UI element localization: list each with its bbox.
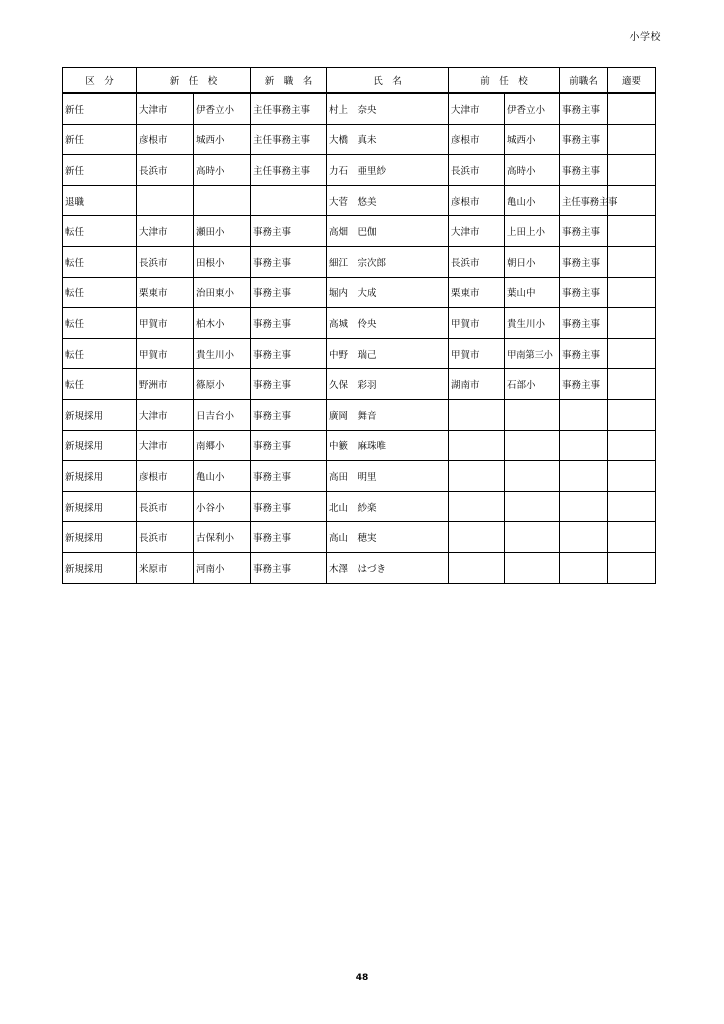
new-position-cell: 事務主事 xyxy=(251,399,327,430)
previous-city-cell: 甲賀市 xyxy=(449,338,505,369)
previous-position-cell xyxy=(560,522,608,553)
notes-cell xyxy=(608,338,656,369)
new-school-cell: 田根小 xyxy=(194,246,251,277)
name-cell: 中野 瑞己 xyxy=(327,338,449,369)
table-row xyxy=(63,93,656,124)
name-cell: 高田 明里 xyxy=(327,461,449,492)
table-row xyxy=(63,461,656,492)
category-cell: 新任 xyxy=(63,155,137,186)
new-school-cell: 貴生川小 xyxy=(194,338,251,369)
new-school-cell: 伊香立小 xyxy=(194,93,251,124)
previous-city-cell: 彦根市 xyxy=(449,124,505,155)
previous-city-cell xyxy=(449,491,505,522)
category-cell: 新規採用 xyxy=(63,399,137,430)
table-row xyxy=(63,308,656,339)
new-position-cell: 事務主事 xyxy=(251,369,327,400)
notes-cell xyxy=(608,369,656,400)
previous-position-cell xyxy=(560,461,608,492)
name-cell: 高城 伶央 xyxy=(327,308,449,339)
new-school-cell: 亀山小 xyxy=(194,461,251,492)
new-city-cell: 長浜市 xyxy=(137,155,194,186)
header-new-position: 新 職 名 xyxy=(251,68,327,94)
previous-position-cell: 事務主事 xyxy=(560,246,608,277)
previous-position-cell xyxy=(560,399,608,430)
category-cell: 転任 xyxy=(63,338,137,369)
category-cell: 転任 xyxy=(63,308,137,339)
notes-cell xyxy=(608,399,656,430)
name-cell: 大橋 真未 xyxy=(327,124,449,155)
name-cell: 廣岡 舞音 xyxy=(327,399,449,430)
previous-city-cell xyxy=(449,461,505,492)
name-cell: 木澤 はづき xyxy=(327,552,449,583)
notes-cell xyxy=(608,308,656,339)
new-position-cell: 事務主事 xyxy=(251,277,327,308)
table-header xyxy=(63,68,656,94)
previous-position-cell: 事務主事 xyxy=(560,338,608,369)
new-city-cell xyxy=(137,185,194,216)
personnel-table xyxy=(62,67,656,584)
notes-cell xyxy=(608,216,656,247)
previous-city-cell: 大津市 xyxy=(449,216,505,247)
table-row xyxy=(63,246,656,277)
previous-school-cell: 亀山小 xyxy=(505,185,560,216)
table-row xyxy=(63,216,656,247)
category-cell: 新規採用 xyxy=(63,522,137,553)
notes-cell xyxy=(608,246,656,277)
page-number: 48 xyxy=(355,973,369,983)
table-row xyxy=(63,522,656,553)
previous-school-cell: 城西小 xyxy=(505,124,560,155)
previous-school-cell xyxy=(505,491,560,522)
header-previous-school: 前 任 校 xyxy=(449,68,560,94)
previous-position-cell: 事務主事 xyxy=(560,124,608,155)
new-city-cell: 彦根市 xyxy=(137,461,194,492)
previous-position-cell: 事務主事 xyxy=(560,155,608,186)
notes-cell xyxy=(608,522,656,553)
name-cell: 大菅 悠美 xyxy=(327,185,449,216)
category-cell: 転任 xyxy=(63,216,137,247)
previous-position-cell: 事務主事 xyxy=(560,93,608,124)
name-cell: 細江 宗次郎 xyxy=(327,246,449,277)
new-position-cell: 事務主事 xyxy=(251,491,327,522)
new-city-cell: 長浜市 xyxy=(137,246,194,277)
notes-cell xyxy=(608,155,656,186)
previous-school-cell: 上田上小 xyxy=(505,216,560,247)
table-row xyxy=(63,399,656,430)
new-city-cell: 長浜市 xyxy=(137,522,194,553)
new-position-cell: 事務主事 xyxy=(251,308,327,339)
new-position-cell: 事務主事 xyxy=(251,216,327,247)
table-row xyxy=(63,552,656,583)
header-row xyxy=(63,68,656,94)
previous-school-cell xyxy=(505,552,560,583)
new-city-cell: 甲賀市 xyxy=(137,308,194,339)
table-row xyxy=(63,430,656,461)
new-city-cell: 彦根市 xyxy=(137,124,194,155)
notes-cell xyxy=(608,491,656,522)
category-cell: 新規採用 xyxy=(63,552,137,583)
previous-city-cell xyxy=(449,430,505,461)
previous-position-cell xyxy=(560,430,608,461)
new-school-cell: 瀬田小 xyxy=(194,216,251,247)
previous-city-cell xyxy=(449,399,505,430)
name-cell: 高畑 巴伽 xyxy=(327,216,449,247)
previous-position-cell xyxy=(560,552,608,583)
new-position-cell: 事務主事 xyxy=(251,461,327,492)
new-school-cell: 河南小 xyxy=(194,552,251,583)
previous-city-cell: 大津市 xyxy=(449,93,505,124)
category-cell: 新規採用 xyxy=(63,430,137,461)
notes-cell xyxy=(608,93,656,124)
previous-position-cell: 主任事務主事 xyxy=(560,185,608,216)
table-row xyxy=(63,277,656,308)
previous-position-cell: 事務主事 xyxy=(560,216,608,247)
new-school-cell: 小谷小 xyxy=(194,491,251,522)
previous-school-cell xyxy=(505,399,560,430)
new-school-cell: 篠原小 xyxy=(194,369,251,400)
table-row xyxy=(63,155,656,186)
previous-city-cell xyxy=(449,522,505,553)
table-row xyxy=(63,338,656,369)
name-cell: 堀内 大成 xyxy=(327,277,449,308)
table-row xyxy=(63,491,656,522)
category-cell: 新任 xyxy=(63,93,137,124)
header-notes: 適要 xyxy=(608,68,656,94)
new-school-cell: 城西小 xyxy=(194,124,251,155)
name-cell: 久保 彩羽 xyxy=(327,369,449,400)
previous-position-cell: 事務主事 xyxy=(560,277,608,308)
new-city-cell: 大津市 xyxy=(137,216,194,247)
new-school-cell: 南郷小 xyxy=(194,430,251,461)
table-row xyxy=(63,369,656,400)
header-category: 区 分 xyxy=(63,68,137,94)
notes-cell xyxy=(608,552,656,583)
new-city-cell: 長浜市 xyxy=(137,491,194,522)
header-previous-position: 前職名 xyxy=(560,68,608,94)
previous-position-cell: 事務主事 xyxy=(560,308,608,339)
new-school-cell: 古保利小 xyxy=(194,522,251,553)
category-cell: 退職 xyxy=(63,185,137,216)
previous-position-cell: 事務主事 xyxy=(560,369,608,400)
new-position-cell: 主任事務主事 xyxy=(251,93,327,124)
new-position-cell: 事務主事 xyxy=(251,552,327,583)
previous-school-cell xyxy=(505,522,560,553)
new-position-cell: 事務主事 xyxy=(251,430,327,461)
notes-cell xyxy=(608,277,656,308)
notes-cell xyxy=(608,124,656,155)
new-position-cell: 主任事務主事 xyxy=(251,155,327,186)
new-position-cell xyxy=(251,185,327,216)
new-position-cell: 主任事務主事 xyxy=(251,124,327,155)
previous-school-cell: 伊香立小 xyxy=(505,93,560,124)
category-cell: 転任 xyxy=(63,246,137,277)
new-city-cell: 米原市 xyxy=(137,552,194,583)
previous-school-cell: 高時小 xyxy=(505,155,560,186)
new-school-cell: 高時小 xyxy=(194,155,251,186)
previous-school-cell: 葉山中 xyxy=(505,277,560,308)
category-cell: 転任 xyxy=(63,277,137,308)
table-body xyxy=(63,93,656,583)
category-cell: 新規採用 xyxy=(63,461,137,492)
previous-city-cell: 長浜市 xyxy=(449,246,505,277)
new-city-cell: 大津市 xyxy=(137,430,194,461)
name-cell: 力石 亜里紗 xyxy=(327,155,449,186)
new-position-cell: 事務主事 xyxy=(251,246,327,277)
previous-school-cell: 貴生川小 xyxy=(505,308,560,339)
previous-position-cell xyxy=(560,491,608,522)
name-cell: 北山 紗楽 xyxy=(327,491,449,522)
previous-school-cell: 朝日小 xyxy=(505,246,560,277)
new-school-cell: 治田東小 xyxy=(194,277,251,308)
table-row xyxy=(63,124,656,155)
previous-city-cell: 甲賀市 xyxy=(449,308,505,339)
table-row xyxy=(63,185,656,216)
new-city-cell: 大津市 xyxy=(137,93,194,124)
header-name: 氏 名 xyxy=(327,68,449,94)
new-school-cell: 日吉台小 xyxy=(194,399,251,430)
new-city-cell: 野洲市 xyxy=(137,369,194,400)
new-position-cell: 事務主事 xyxy=(251,522,327,553)
new-city-cell: 大津市 xyxy=(137,399,194,430)
name-cell: 中籔 麻珠唯 xyxy=(327,430,449,461)
previous-school-cell xyxy=(505,461,560,492)
previous-city-cell xyxy=(449,552,505,583)
header-new-school: 新 任 校 xyxy=(137,68,251,94)
previous-city-cell: 湖南市 xyxy=(449,369,505,400)
new-school-cell: 柏木小 xyxy=(194,308,251,339)
previous-school-cell: 甲南第三小 xyxy=(505,338,560,369)
new-position-cell: 事務主事 xyxy=(251,338,327,369)
previous-city-cell: 栗東市 xyxy=(449,277,505,308)
school-type-label: 小学校 xyxy=(629,32,661,43)
new-school-cell xyxy=(194,185,251,216)
previous-city-cell: 彦根市 xyxy=(449,185,505,216)
category-cell: 転任 xyxy=(63,369,137,400)
new-city-cell: 栗東市 xyxy=(137,277,194,308)
previous-city-cell: 長浜市 xyxy=(449,155,505,186)
name-cell: 村上 奈央 xyxy=(327,93,449,124)
notes-cell xyxy=(608,430,656,461)
category-cell: 新規採用 xyxy=(63,491,137,522)
notes-cell xyxy=(608,461,656,492)
previous-school-cell xyxy=(505,430,560,461)
name-cell: 高山 穂実 xyxy=(327,522,449,553)
previous-school-cell: 石部小 xyxy=(505,369,560,400)
new-city-cell: 甲賀市 xyxy=(137,338,194,369)
category-cell: 新任 xyxy=(63,124,137,155)
